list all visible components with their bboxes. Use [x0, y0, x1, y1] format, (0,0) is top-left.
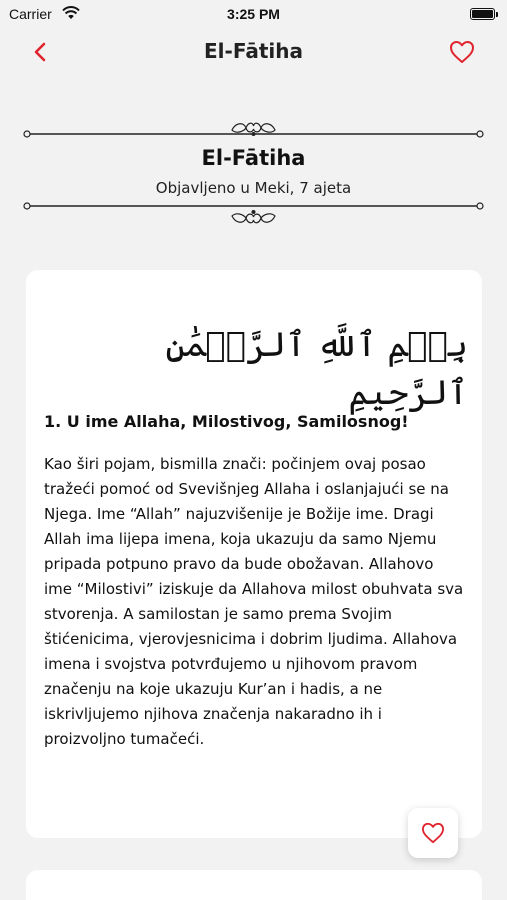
favorite-ayah-button[interactable]	[408, 808, 458, 858]
battery-icon	[470, 8, 495, 20]
ayah-card	[26, 270, 482, 838]
surah-header	[0, 112, 507, 232]
carrier-label: Carrier	[9, 6, 52, 22]
heart-outline-icon	[421, 822, 445, 844]
ornament-divider-icon	[22, 120, 485, 144]
next-ayah-card	[26, 870, 482, 900]
status-bar	[0, 0, 507, 28]
surah-name: El-Fātiha	[201, 146, 306, 170]
navigation-bar	[0, 30, 507, 74]
ornament-divider-icon	[22, 202, 485, 226]
favorite-surah-button[interactable]	[447, 37, 477, 67]
ayah-translation-title: 1. U ime Allaha, Milostivog, Samilosnog!	[44, 412, 409, 431]
surah-subtitle: Objavljeno u Meki, 7 ajeta	[155, 179, 352, 197]
status-time: 3:25 PM	[227, 6, 280, 22]
page-title: El-Fātiha	[204, 39, 303, 63]
ayah-commentary: Kao širi pojam, bismilla znači: počinjem ovaj posao tražeći pomoć od Svevišnjeg Allaha i oslanjajući se na Njega. Ime “Allah” najuzvišenije je Božije ime. Dragi Allah ima lijepa imena, koja ukazuju da samo Njemu pripada potpuno pravo da bude obožavan. Allahovo ime “Milostivi” iziskuje da Allahova milost obuhvata sva stvorenja. A samilostan je samo prema Svojim štićenicima, vjerovjesnicima i dobrim ljudima. Allahova imena i svojstva potvrđujemo u njihovom pravom značenju na koje ukazuju Kur’an i hadis, a ne iskrivljujemo njihova značenja nakaradno ih i proizvoljno tumačeći.	[44, 455, 464, 748]
heart-outline-icon	[449, 40, 475, 64]
arabic-verse: بِسۡمِ ٱللَّهِ ٱلرَّحۡمَٰنِ ٱلرَّحِيمِ	[165, 325, 468, 413]
